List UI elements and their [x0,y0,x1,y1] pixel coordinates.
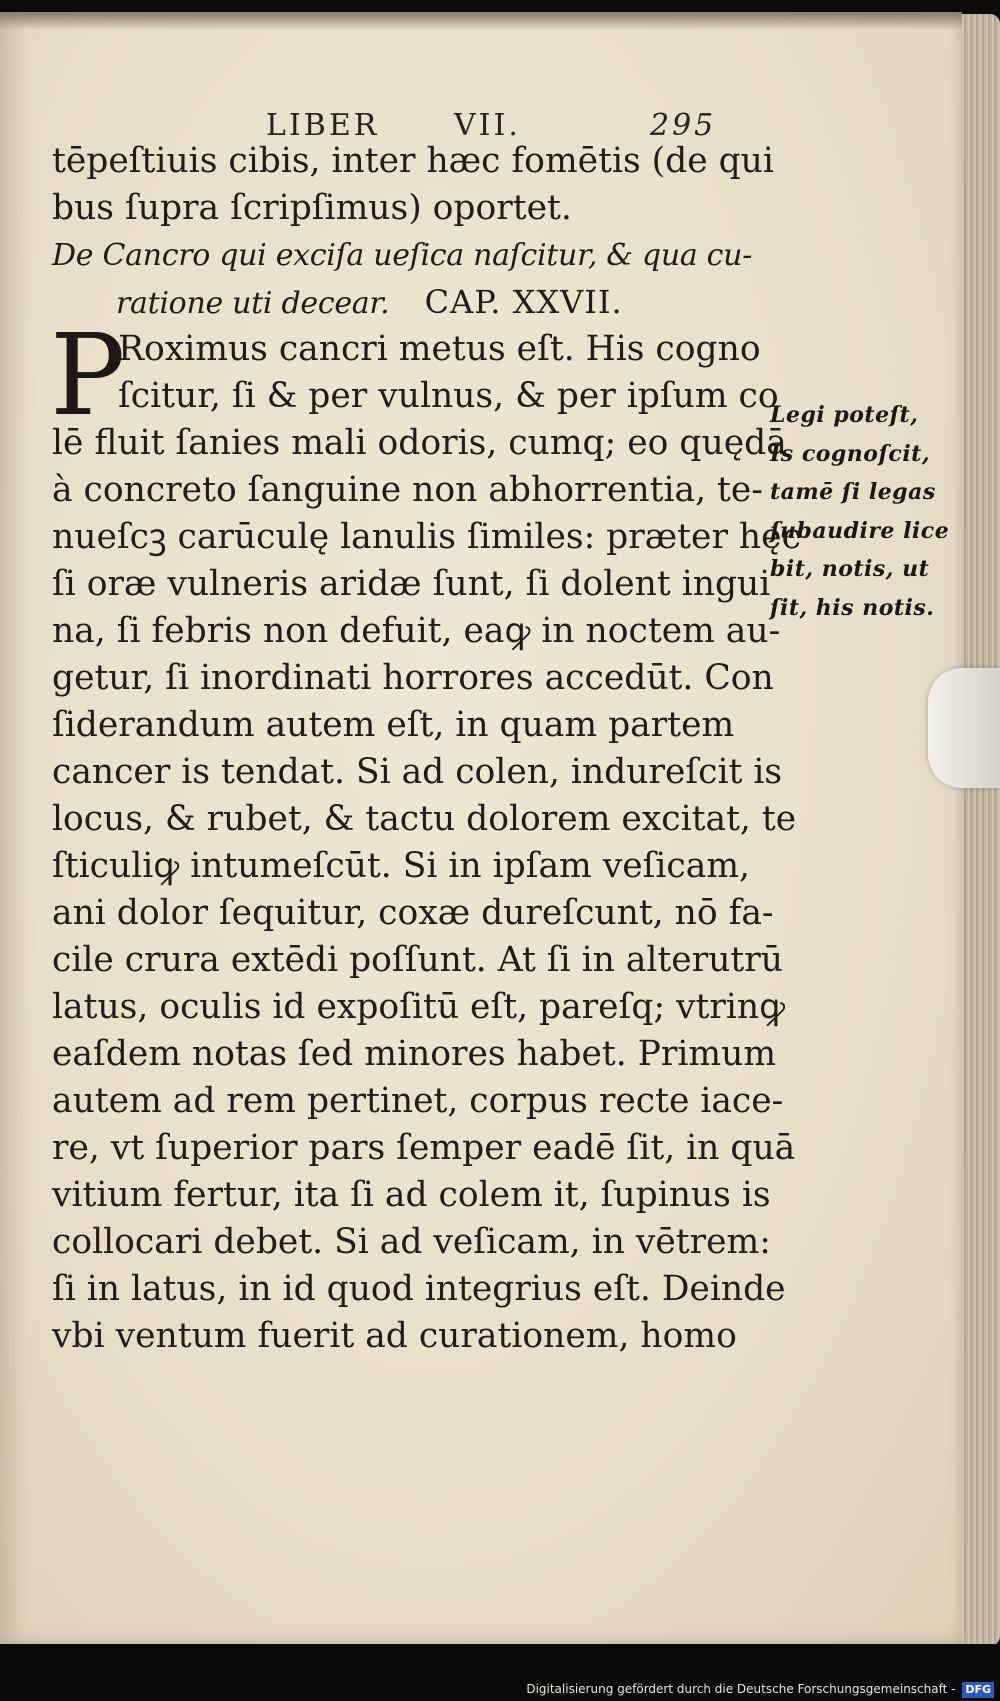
margin-note-line: bit, notis, ut [770,556,930,582]
text-line: eaſdem notas ſed minores habet. Primum [52,1034,777,1074]
text-line: ani dolor ſequitur, coxæ dureſcunt, nō fa- [52,893,774,933]
text-line: lē fluit ſanies mali odoris, cumq; eo quędā [52,423,787,463]
text-line: ſticuliꝙ intumeſcūt. Si in ipſam veſicam, [52,846,751,886]
text-line: ſiderandum autem eſt, in quam partem [52,705,735,745]
chapter-heading-line-2 [52,279,772,326]
text-line: autem ad rem pertinet, corpus recte iace- [52,1081,784,1121]
text-line: nueſcꝫ carūculę lanulis ſimiles: præter hęc [52,517,801,557]
text-line: cancer is tendat. Si ad colen, indureſcit is [52,752,783,792]
page-top-shadow [0,12,962,30]
text-line: à concreto ſanguine non abhorrentia, te- [52,470,763,510]
chapter-number: CAP. XXVII. [424,283,623,321]
text-line: getur, ſi inordinati horrores accedūt. Con [52,658,774,698]
text-line: ſi in latus, in id quod integrius eſt. Deinde [52,1269,786,1309]
text-line: vitium fertur, ita ſi ad colem it, ſupinus is [52,1175,771,1215]
text-line: cile crura extēdi poſſunt. At ſi in alterutrū [52,940,784,980]
dfg-logo: DFG [962,1682,994,1698]
body-paragraph [50,311,801,1360]
marginal-note [770,396,955,627]
chapter-heading-text: ratione uti decear. [116,286,390,321]
page-clip-tab [928,668,1000,788]
text-line: vbi ventum fuerit ad curationem, homo [52,1316,737,1356]
drop-capital: P [50,311,126,441]
text-line: tēpeſtiuis cibis, inter hæc fomētis (de qui [52,141,774,181]
main-text [52,138,801,1360]
text-line: na, ſi febris non defuit, eaꝙ in noctem au- [52,611,781,651]
margin-note-line: Is cognoſcit, [770,440,930,467]
margin-note-line: ſit, his notis. [770,594,935,621]
margin-note-line: tamē ſi legas [770,479,936,505]
margin-note-line: ſubaudire lice [770,517,950,544]
text-line: ſcitur, ſi & per vulnus, & per ipſum co [118,376,779,416]
running-head-left: LIBER [266,108,380,143]
page-number: 295 [650,108,717,143]
text-line: Roximus cancri metus eſt. His cogno [118,329,761,369]
text-line: ſi oræ vulneris aridæ ſunt, ſi dolent ingui [52,564,771,604]
digitization-credit [526,1681,994,1698]
text-line: re, vt ſuperior pars ſemper eadē ſit, in quā [52,1128,796,1168]
text-line: latus, oculis id expoſitū eſt, pareſq; vtrinꝙ [52,987,786,1027]
text-line: locus, & rubet, & tactu dolorem excitat, te [52,799,797,839]
text-line: bus ſupra ſcripſimus) oportet. [52,188,572,228]
chapter-heading-line-1: De Cancro qui exciſa ueſica naſcitur, & qua cu- [52,238,753,273]
margin-note-line: Legi poteſt, [770,402,919,428]
text-line: collocari debet. Si ad veſicam, in vētrem: [52,1222,771,1262]
digitization-credit-text: Digitalisierung gefördert durch die Deutsche Forschungsgemeinschaft - [526,1682,956,1696]
running-head-right: VII. [454,108,521,143]
